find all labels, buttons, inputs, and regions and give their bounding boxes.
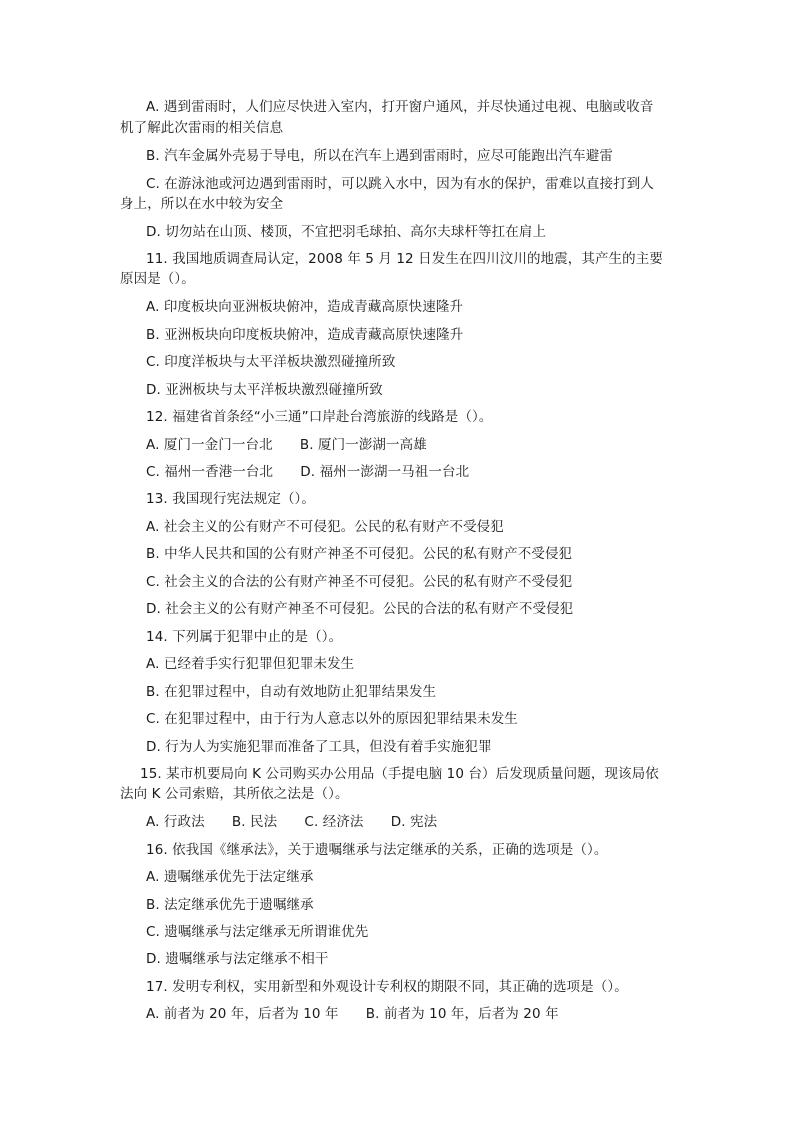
- option-line: D. 遗嘱继承与法定继承不相干: [146, 951, 329, 967]
- option-line: A. 遇到雷雨时，人们应尽快进入室内，打开窗户通风，并尽快通过电视、电脑或收音: [146, 99, 654, 115]
- option-line: C. 福州一香港一台北 D. 福州一澎湖一马祖一台北: [146, 464, 470, 480]
- option-line: B. 在犯罪过程中，自动有效地防止犯罪结果发生: [146, 684, 437, 700]
- option-line: B. 法定继承优先于遗嘱继承: [146, 897, 314, 913]
- option-line: A. 行政法 B. 民法 C. 经济法 D. 宪法: [146, 814, 438, 830]
- option-line: A. 厦门一金门一台北 B. 厦门一澎湖一高雄: [146, 437, 427, 453]
- option-line: 机了解此次雷雨的相关信息: [120, 120, 284, 136]
- option-line: A. 已经着手实行犯罪但犯罪未发生: [146, 656, 355, 672]
- option-line: D. 行为人为实施犯罪而准备了工具，但没有着手实施犯罪: [146, 739, 492, 755]
- option-line: A. 社会主义的公有财产不可侵犯。公民的私有财产不受侵犯: [146, 519, 504, 535]
- option-line: C. 在游泳池或河边遇到雷雨时，可以跳入水中，因为有水的保护，雷难以直接打到人: [146, 176, 654, 192]
- option-line: C. 在犯罪过程中，由于行为人意志以外的原因犯罪结果未发生: [146, 711, 518, 727]
- question-line: 12. 福建省首条经“小三通”口岸赴台湾旅游的线路是（）。: [146, 409, 493, 425]
- question-line: 14. 下列属于犯罪中止的是（）。: [146, 629, 343, 645]
- option-line: A. 前者为 20 年，后者为 10 年 B. 前者为 10 年，后者为 20 年: [146, 1006, 559, 1022]
- option-line: A. 遗嘱继承优先于法定继承: [146, 869, 314, 885]
- question-line: 16. 依我国《继承法》，关于遗嘱继承与法定继承的关系，正确的选项是（）。: [146, 842, 608, 858]
- option-line: D. 切勿站在山顶、楼顶，不宜把羽毛球拍、高尔夫球杆等扛在肩上: [146, 224, 547, 240]
- question-line: 13. 我国现行宪法规定（）。: [146, 491, 316, 507]
- option-line: C. 遗嘱继承与法定继承无所谓谁优先: [146, 924, 369, 940]
- option-line: B. 汽车金属外壳易于导电，所以在汽车上遇到雷雨时，应尽可能跑出汽车避雷: [146, 148, 613, 164]
- option-line: D. 社会主义的公有财产神圣不可侵犯。公民的合法的私有财产不受侵犯: [146, 601, 574, 617]
- question-line: 11. 我国地质调查局认定，2008 年 5 月 12 日发生在四川汶川的地震，其产生的主要: [146, 251, 663, 267]
- option-line: 身上，所以在水中较为安全: [120, 196, 284, 212]
- option-line: C. 印度洋板块与太平洋板块激烈碰撞所致: [146, 354, 396, 370]
- option-line: C. 社会主义的合法的公有财产神圣不可侵犯。公民的私有财产不受侵犯: [146, 574, 573, 590]
- question-line: 原因是（）。: [120, 271, 195, 287]
- option-line: B. 中华人民共和国的公有财产神圣不可侵犯。公民的私有财产不受侵犯: [146, 546, 573, 562]
- question-line: 17. 发明专利权，实用新型和外观设计专利权的期限不同，其正确的选项是（）。: [146, 979, 628, 995]
- question-line: 15. 某市机要局向 K 公司购买办公用品（手提电脑 10 台）后发现质量问题，现该局依: [140, 766, 659, 782]
- option-line: A. 印度板块向亚洲板块俯冲，造成青藏高原快速隆升: [146, 299, 464, 315]
- option-line: D. 亚洲板块与太平洋板块激烈碰撞所致: [146, 382, 383, 398]
- question-line: 法向 K 公司索赔，其所依之法是（）。: [120, 786, 349, 802]
- option-line: B. 亚洲板块向印度板块俯冲，造成青藏高原快速隆升: [146, 327, 464, 343]
